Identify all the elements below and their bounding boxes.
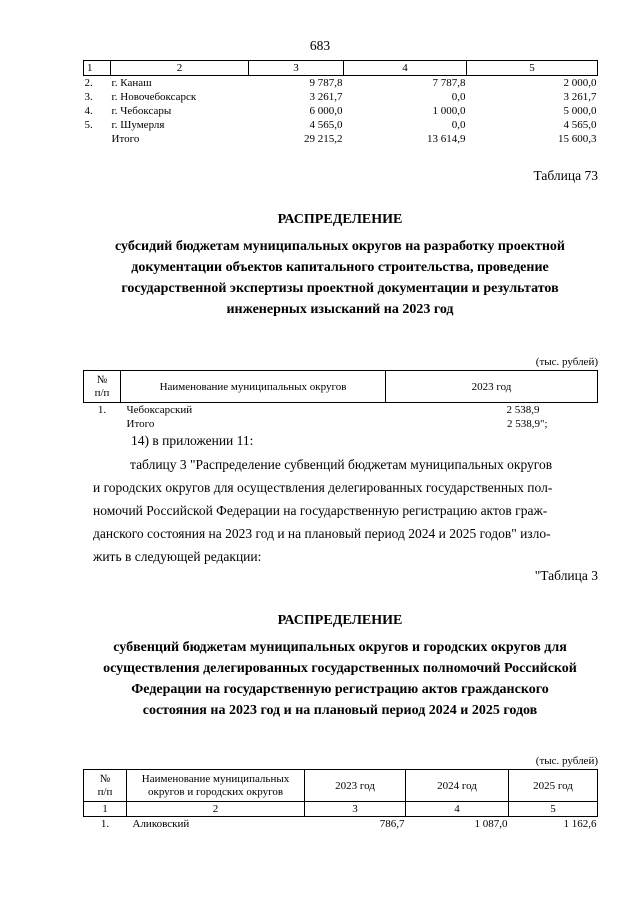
header-line: Наименование муниципальных <box>141 772 290 785</box>
numbering-cell: 2 <box>127 802 305 817</box>
col-year-header: 2023 год <box>386 371 598 403</box>
header-cell: 4 <box>344 61 467 76</box>
table-total-row <box>84 132 598 146</box>
value-fed: 0,0 <box>451 91 466 103</box>
value-fed: 1 000,0 <box>432 105 466 117</box>
table-header-row <box>84 770 598 802</box>
numbering-cell: 5 <box>509 802 598 817</box>
numbering-row <box>84 802 598 817</box>
table3 <box>83 769 598 831</box>
unit-label: (тыс. рублей) <box>535 356 598 368</box>
item-14: 14) в приложении 11: <box>131 433 254 448</box>
total-label: Итого <box>126 418 155 430</box>
value-fed: 0,0 <box>451 119 466 131</box>
table-row <box>84 90 598 104</box>
value-rep: 5 000,0 <box>563 105 597 117</box>
header-line: № <box>99 772 111 785</box>
row-number: 5. <box>84 119 93 131</box>
header-cell: 5 <box>467 61 598 76</box>
paragraph-line: номочий Российской Федерации на государственную регистрацию актов граж- <box>93 503 548 518</box>
table-row <box>84 118 598 132</box>
district-name: г. Чебоксары <box>111 105 172 117</box>
numbering-cell: 3 <box>305 802 406 817</box>
top-table <box>83 60 598 146</box>
col-number-header <box>84 770 127 802</box>
district-name: Чебоксарский <box>126 404 193 416</box>
unit-label: (тыс. рублей) <box>535 755 598 767</box>
table-row <box>84 403 598 418</box>
subtitle-line: Федерации на государственную регистрацию актов гражданского <box>131 682 549 697</box>
table-header-row <box>84 371 598 403</box>
body-paragraph <box>93 453 598 568</box>
row-number: 3. <box>84 91 93 103</box>
paragraph-line: таблицу 3 "Распределение субвенций бюджетам муниципальных округов <box>130 457 553 472</box>
paragraph-line: и городских округов для осуществления делегированных государственных пол- <box>93 480 553 495</box>
col-name-header <box>127 770 305 802</box>
value-2023: 2 538,9"; <box>506 418 548 430</box>
row-number: 1. <box>97 404 107 416</box>
value-rep: 15 600,3 <box>558 133 597 145</box>
value-total: 29 215,2 <box>304 133 343 145</box>
subtitle-line: субвенций бюджетам муниципальных округов и городских округов для <box>113 640 567 655</box>
col-name-header: Наименование муниципальных округов <box>121 371 386 403</box>
col-2024-header: 2024 год <box>406 770 509 802</box>
value-rep: 2 000,0 <box>563 77 597 89</box>
section-title: РАСПРЕДЕЛЕНИЕ <box>277 212 403 227</box>
subtitle-line: документации объектов капитального строительства, проведение <box>131 260 549 275</box>
paragraph-line: жить в следующей редакции: <box>93 549 262 564</box>
subtitle-line: государственной экспертизы проектной документации и результатов <box>121 281 559 296</box>
col-2023-header: 2023 год <box>305 770 406 802</box>
value-2024: 1 087,0 <box>474 818 508 830</box>
table-label: Таблица 73 <box>533 168 598 183</box>
table-row <box>84 76 598 91</box>
table-row <box>84 817 598 832</box>
value-total: 9 787,8 <box>309 77 343 89</box>
section-subtitle <box>60 236 620 320</box>
section-title: РАСПРЕДЕЛЕНИЕ <box>277 613 403 628</box>
paragraph-line: данского состояния на 2023 год и на плановый период 2024 и 2025 годов" изло- <box>93 526 551 541</box>
header-line: п/п <box>97 785 113 798</box>
table73 <box>83 370 598 431</box>
row-number: 4. <box>84 105 93 117</box>
district-name: г. Шумерля <box>111 119 165 131</box>
table-label: "Таблица 3 <box>534 568 598 583</box>
subtitle-line: состояния на 2023 год и на плановый период 2024 и 2025 годов <box>142 703 538 718</box>
table-row <box>84 104 598 118</box>
header-cell: 3 <box>249 61 344 76</box>
section-subtitle <box>60 637 620 721</box>
header-cell: 1 <box>84 61 111 76</box>
header-line: п/п <box>94 386 110 399</box>
value-total: 6 000,0 <box>309 105 343 117</box>
row-number: 1. <box>100 818 110 830</box>
subtitle-line: осуществления делегированных государственных полномочий Российской <box>103 661 577 676</box>
col-2025-header: 2025 год <box>509 770 598 802</box>
col-number-header <box>84 371 121 403</box>
value-rep: 3 261,7 <box>563 91 597 103</box>
row-number: 2. <box>84 77 93 89</box>
header-cell: 2 <box>111 61 249 76</box>
table-total-row <box>84 417 598 431</box>
row-number <box>84 417 121 431</box>
value-total: 4 565,0 <box>309 119 343 131</box>
row-number <box>84 132 111 146</box>
district-name: г. Новочебоксарск <box>111 91 197 103</box>
value-total: 3 261,7 <box>309 91 343 103</box>
header-line: округов и городских округов <box>147 785 284 798</box>
value-2023: 786,7 <box>379 818 405 830</box>
header-line: № <box>96 373 108 386</box>
value-2023: 2 538,9 <box>506 404 540 416</box>
numbering-cell: 4 <box>406 802 509 817</box>
value-fed: 13 614,9 <box>427 133 466 145</box>
value-fed: 7 787,8 <box>432 77 466 89</box>
subtitle-line: инженерных изысканий на 2023 год <box>226 302 454 317</box>
table-header-row <box>84 61 598 76</box>
district-name: Аликовский <box>132 818 190 830</box>
subtitle-line: субсидий бюджетам муниципальных округов на разработку проектной <box>114 239 565 254</box>
total-label: Итого <box>111 133 140 145</box>
numbering-cell: 1 <box>84 802 127 817</box>
value-2025: 1 162,6 <box>563 818 597 830</box>
district-name: г. Канаш <box>111 77 152 89</box>
page-number: 683 <box>309 38 331 53</box>
value-rep: 4 565,0 <box>563 119 597 131</box>
